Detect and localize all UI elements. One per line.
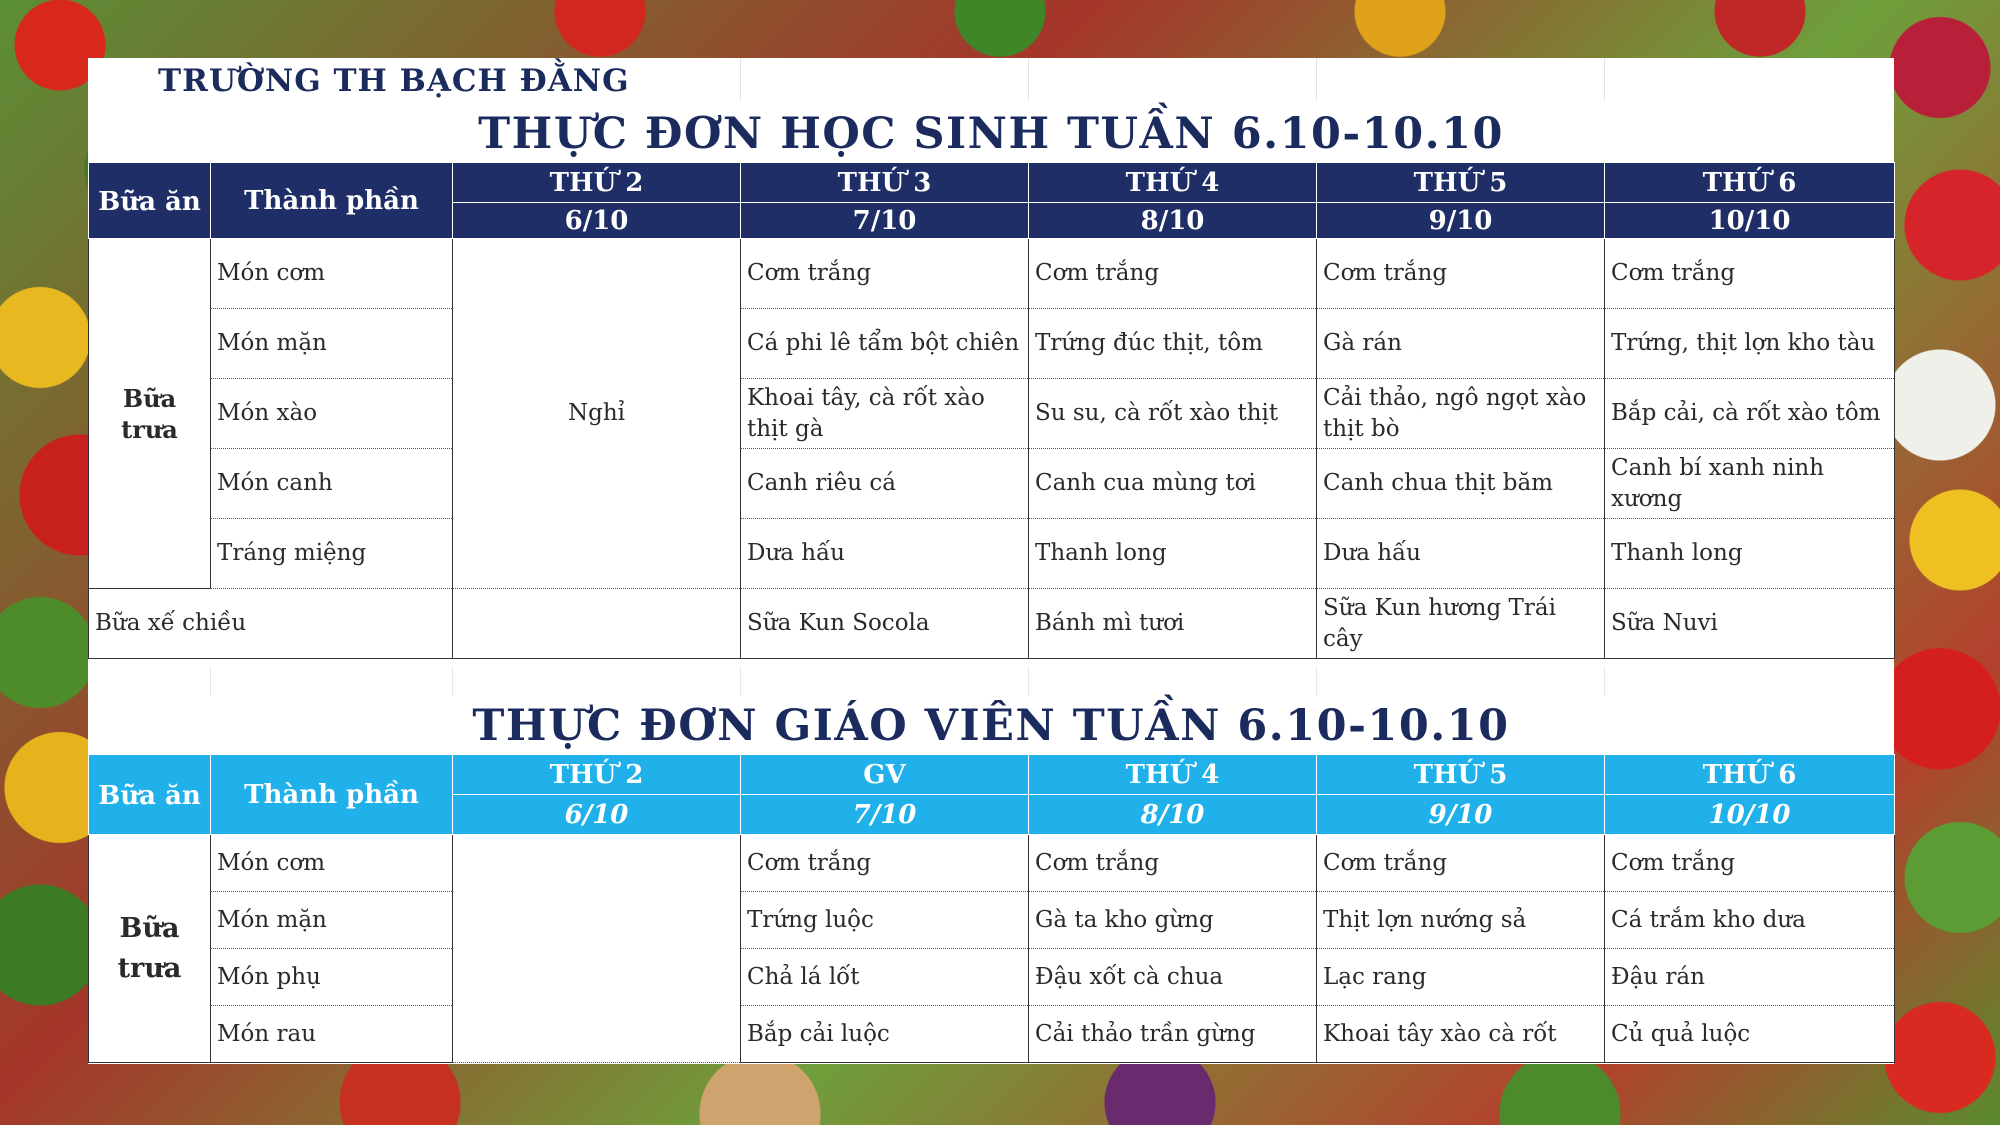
meal-header: Bữa ăn [89, 163, 211, 239]
menu-cell: Trứng, thịt lợn kho tàu [1605, 309, 1895, 379]
menu-cell: Trứng đúc thịt, tôm [1029, 309, 1317, 379]
menu-cell: Canh bí xanh ninh xương [1605, 449, 1895, 519]
day-header: THỨ 3 [741, 163, 1029, 203]
table-row [89, 519, 1895, 589]
table-row [89, 239, 1895, 309]
meal-header: Bữa ăn [89, 755, 211, 835]
component-cell: Món cơm [211, 239, 453, 309]
menu-cell: Cá trắm kho dưa [1605, 892, 1895, 949]
menu-cell: Đậu xốt cà chua [1029, 949, 1317, 1006]
date-header: 6/10 [453, 203, 741, 239]
day-header: THỨ 4 [1029, 755, 1317, 795]
menu-cell: Chả lá lốt [741, 949, 1029, 1006]
menu-cell: Canh cua mùng tơi [1029, 449, 1317, 519]
monday-off-cell: Nghỉ [453, 239, 741, 589]
grid-line [1028, 58, 1029, 100]
component-header: Thành phần [211, 755, 453, 835]
component-cell: Tráng miệng [211, 519, 453, 589]
day-header: THỨ 5 [1317, 163, 1605, 203]
grid-line [1028, 666, 1029, 696]
student-header-days [89, 163, 1895, 203]
menu-cell: Cải thảo trần gừng [1029, 1006, 1317, 1063]
menu-cell: Thịt lợn nướng sả [1317, 892, 1605, 949]
menu-cell: Cơm trắng [1029, 835, 1317, 892]
monday-empty-cell [453, 835, 741, 1063]
grid-line [740, 58, 741, 100]
component-cell: Món cơm [211, 835, 453, 892]
date-header: 7/10 [741, 203, 1029, 239]
menu-cell: Canh chua thịt băm [1317, 449, 1605, 519]
date-header: 10/10 [1605, 795, 1895, 835]
menu-cell: Lạc rang [1317, 949, 1605, 1006]
table-row [89, 1006, 1895, 1063]
menu-cell: Dưa hấu [1317, 519, 1605, 589]
menu-cell [453, 589, 741, 659]
component-cell: Món canh [211, 449, 453, 519]
day-header: THỨ 6 [1605, 163, 1895, 203]
component-cell: Món mặn [211, 309, 453, 379]
component-cell: Món mặn [211, 892, 453, 949]
menu-cell: Dưa hấu [741, 519, 1029, 589]
grid-line [1604, 666, 1605, 696]
menu-cell: Khoai tây, cà rốt xào thịt gà [741, 379, 1029, 449]
table-row [89, 892, 1895, 949]
table-row [89, 309, 1895, 379]
date-header: 8/10 [1029, 203, 1317, 239]
date-header: 7/10 [741, 795, 1029, 835]
menu-cell: Trứng luộc [741, 892, 1029, 949]
component-cell: Món rau [211, 1006, 453, 1063]
snack-row [89, 589, 1895, 659]
school-name: TRƯỜNG TH BẠCH ĐẰNG [158, 63, 630, 99]
grid-line [1604, 58, 1605, 100]
menu-cell: Cơm trắng [1605, 239, 1895, 309]
menu-cell: Cơm trắng [741, 835, 1029, 892]
menu-cell: Bắp cải luộc [741, 1006, 1029, 1063]
day-header: THỨ 5 [1317, 755, 1605, 795]
table-row [89, 379, 1895, 449]
menu-cell: Cơm trắng [1029, 239, 1317, 309]
table-row [89, 835, 1895, 892]
menu-cell: Su su, cà rốt xào thịt [1029, 379, 1317, 449]
menu-cell: Sữa Kun Socola [741, 589, 1029, 659]
menu-cell: Đậu rán [1605, 949, 1895, 1006]
menu-cell: Cơm trắng [1317, 239, 1605, 309]
component-cell: Món xào [211, 379, 453, 449]
menu-cell: Bánh mì tươi [1029, 589, 1317, 659]
menu-cell: Canh riêu cá [741, 449, 1029, 519]
component-header: Thành phần [211, 163, 453, 239]
grid-line [1316, 58, 1317, 100]
grid-line [740, 666, 741, 696]
grid-line [210, 666, 211, 696]
lunch-label: Bữa trưa [89, 239, 211, 589]
menu-cell: Sữa Nuvi [1605, 589, 1895, 659]
day-header: THỨ 6 [1605, 755, 1895, 795]
day-header: THỨ 4 [1029, 163, 1317, 203]
menu-cell: Cải thảo, ngô ngọt xào thịt bò [1317, 379, 1605, 449]
date-header: 9/10 [1317, 203, 1605, 239]
date-header: 9/10 [1317, 795, 1605, 835]
day-header: GV [741, 755, 1029, 795]
component-cell: Món phụ [211, 949, 453, 1006]
teacher-menu-table [88, 754, 1895, 1063]
grid-line [452, 666, 453, 696]
menu-cell: Bắp cải, cà rốt xào tôm [1605, 379, 1895, 449]
student-menu-table [88, 162, 1895, 659]
day-header: THỨ 2 [453, 163, 741, 203]
date-header: 8/10 [1029, 795, 1317, 835]
menu-cell: Sữa Kun hương Trái cây [1317, 589, 1605, 659]
student-menu-title: THỰC ĐƠN HỌC SINH TUẦN 6.10-10.10 [478, 109, 1504, 159]
menu-cell: Gà rán [1317, 309, 1605, 379]
table-row [89, 949, 1895, 1006]
menu-cell: Cơm trắng [1605, 835, 1895, 892]
menu-cell: Củ quả luộc [1605, 1006, 1895, 1063]
menu-cell: Cá phi lê tẩm bột chiên [741, 309, 1029, 379]
grid-line [1316, 666, 1317, 696]
lunch-label: Bữa trưa [89, 835, 211, 1063]
snack-label: Bữa xế chiều [89, 589, 453, 659]
menu-cell: Thanh long [1605, 519, 1895, 589]
menu-cell: Cơm trắng [1317, 835, 1605, 892]
teacher-header-days [89, 755, 1895, 795]
table-row [89, 449, 1895, 519]
menu-sheet [88, 58, 1894, 1064]
menu-cell: Gà ta kho gừng [1029, 892, 1317, 949]
menu-cell: Thanh long [1029, 519, 1317, 589]
day-header: THỨ 2 [453, 755, 741, 795]
date-header: 6/10 [453, 795, 741, 835]
date-header: 10/10 [1605, 203, 1895, 239]
menu-cell: Cơm trắng [741, 239, 1029, 309]
teacher-menu-title: THỰC ĐƠN GIÁO VIÊN TUẦN 6.10-10.10 [472, 701, 1510, 751]
spacer-row [88, 666, 1894, 696]
menu-cell: Khoai tây xào cà rốt [1317, 1006, 1605, 1063]
